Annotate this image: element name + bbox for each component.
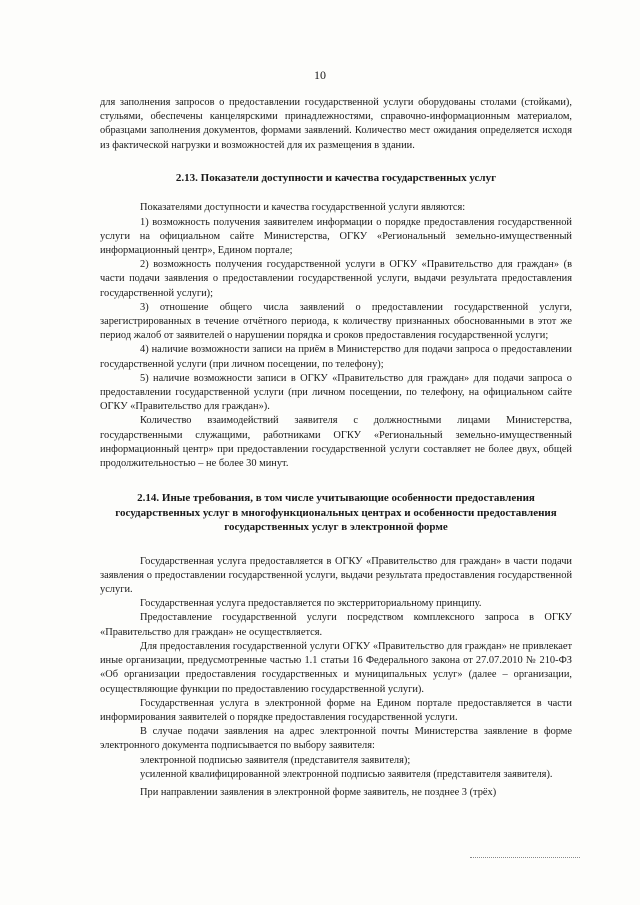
paragraph-2-14-4: Для предоставления государственной услуги ОГКУ «Правительство для граждан» не привлекает иные организации, предусмотренные частью 1.1 статьи 16 Федерального закона от 27.07.2010 № 210-ФЗ «Об организации предоставления государственных и муниципальных услуг» (далее – организации, осуществляющие функции по предоставлению государственной услуги). xyxy=(100,640,572,695)
paragraph-2-14-8: усиленной квалифицированной электронной подписью заявителя (представителя заявителя). xyxy=(140,768,553,780)
paragraph-2-14-2: Государственная услуга предоставляется по экстерриториальному принципу. xyxy=(140,598,482,610)
paragraph-2-14-1: Государственная услуга предоставляется в ОГКУ «Правительство для граждан» в части подачи заявления о предоставлении государственной услуги, выдачи результата предоставления государственной услуги. xyxy=(100,555,572,596)
paragraph-2-13-item-5: 5) наличие возможности записи в ОГКУ «Правительство для граждан» для подачи запроса о предоставлении государственной услуги (при личном посещении, по телефону, на официальном сайте ОГКУ «Правительство для граждан»). xyxy=(100,372,572,413)
paragraph-2-13-item-4: 4) наличие возможности записи на приём в Министерство для подачи запроса о предоставлении государственной услуги (при личном посещении, по телефону); xyxy=(100,344,572,370)
document-body xyxy=(100,96,572,800)
footer-divider xyxy=(470,857,580,858)
page-number: 10 xyxy=(314,68,326,82)
section-heading-2-14: 2.14. Иные требования, в том числе учитывающие особенности предоставления государственных услуг в многофункциональных центрах и особенности предоставления государственных услуг в электронной форме xyxy=(115,492,557,534)
section-heading-2-13: 2.13. Показатели доступности и качества государственных услуг xyxy=(175,171,497,184)
paragraph-2-14-5: Государственная услуга в электронной форме на Едином портале предоставляется в части информирования заявителей о порядке предоставления государственной услуги. xyxy=(100,697,572,723)
paragraph-2-13-lead: Показателями доступности и качества государственной услуги являются: xyxy=(140,202,466,214)
paragraph-2-14-9: При направлении заявления в электронной форме заявитель, не позднее 3 (трёх) xyxy=(140,786,497,798)
paragraph-2-14-7: электронной подписью заявителя (представителя заявителя); xyxy=(140,754,411,766)
paragraph-2-13-item-3: 3) отношение общего числа заявлений о предоставлении государственной услуги, зарегистрированных в течение отчётного периода, к количеству признанных обоснованными в этот же период жалоб от заявителей о нарушении порядка и сроков предоставления государственной услуги; xyxy=(100,301,572,342)
paragraph-2-14-6: В случае подачи заявления на адрес электронной почты Министерства заявление в форме электронного документа подписывается по выбору заявителя: xyxy=(100,726,572,752)
intro-paragraph: для заполнения запросов о предоставлении государственной услуги оборудованы столами (стойками), стульями, обеспечены канцелярскими принадлежностями, справочно-информационным материалом, образцами заполнения документов, формами заявлений. Количество мест ожидания определяется исходя из фактической нагрузки и возможностей для их размещения в здании. xyxy=(100,97,572,151)
paragraph-2-13-item-1: 1) возможность получения заявителем информации о порядке предоставления государственной услуги на официальном сайте Министерства, ОГКУ «Региональный земельно-имущественный информационный центр», Едином портале; xyxy=(100,216,572,256)
paragraph-2-13-interactions: Количество взаимодействий заявителя с должностными лицами Министерства, государственными служащими, работниками ОГКУ «Региональный земельно-имущественный информационный центр» при предоставлении государственной услуги составляет не более двух, общей продолжительностью – не более 30 минут. xyxy=(100,415,572,469)
paragraph-2-14-3: Предоставление государственной услуги посредством комплексного запроса в ОГКУ «Правительство для граждан» не осуществляется. xyxy=(100,612,572,638)
paragraph-2-13-item-2: 2) возможность получения государственной услуги в ОГКУ «Правительство для граждан» (в части подачи заявления о предоставлении государственной услуги, выдачи результата предоставления государственной услуги); xyxy=(100,259,572,299)
